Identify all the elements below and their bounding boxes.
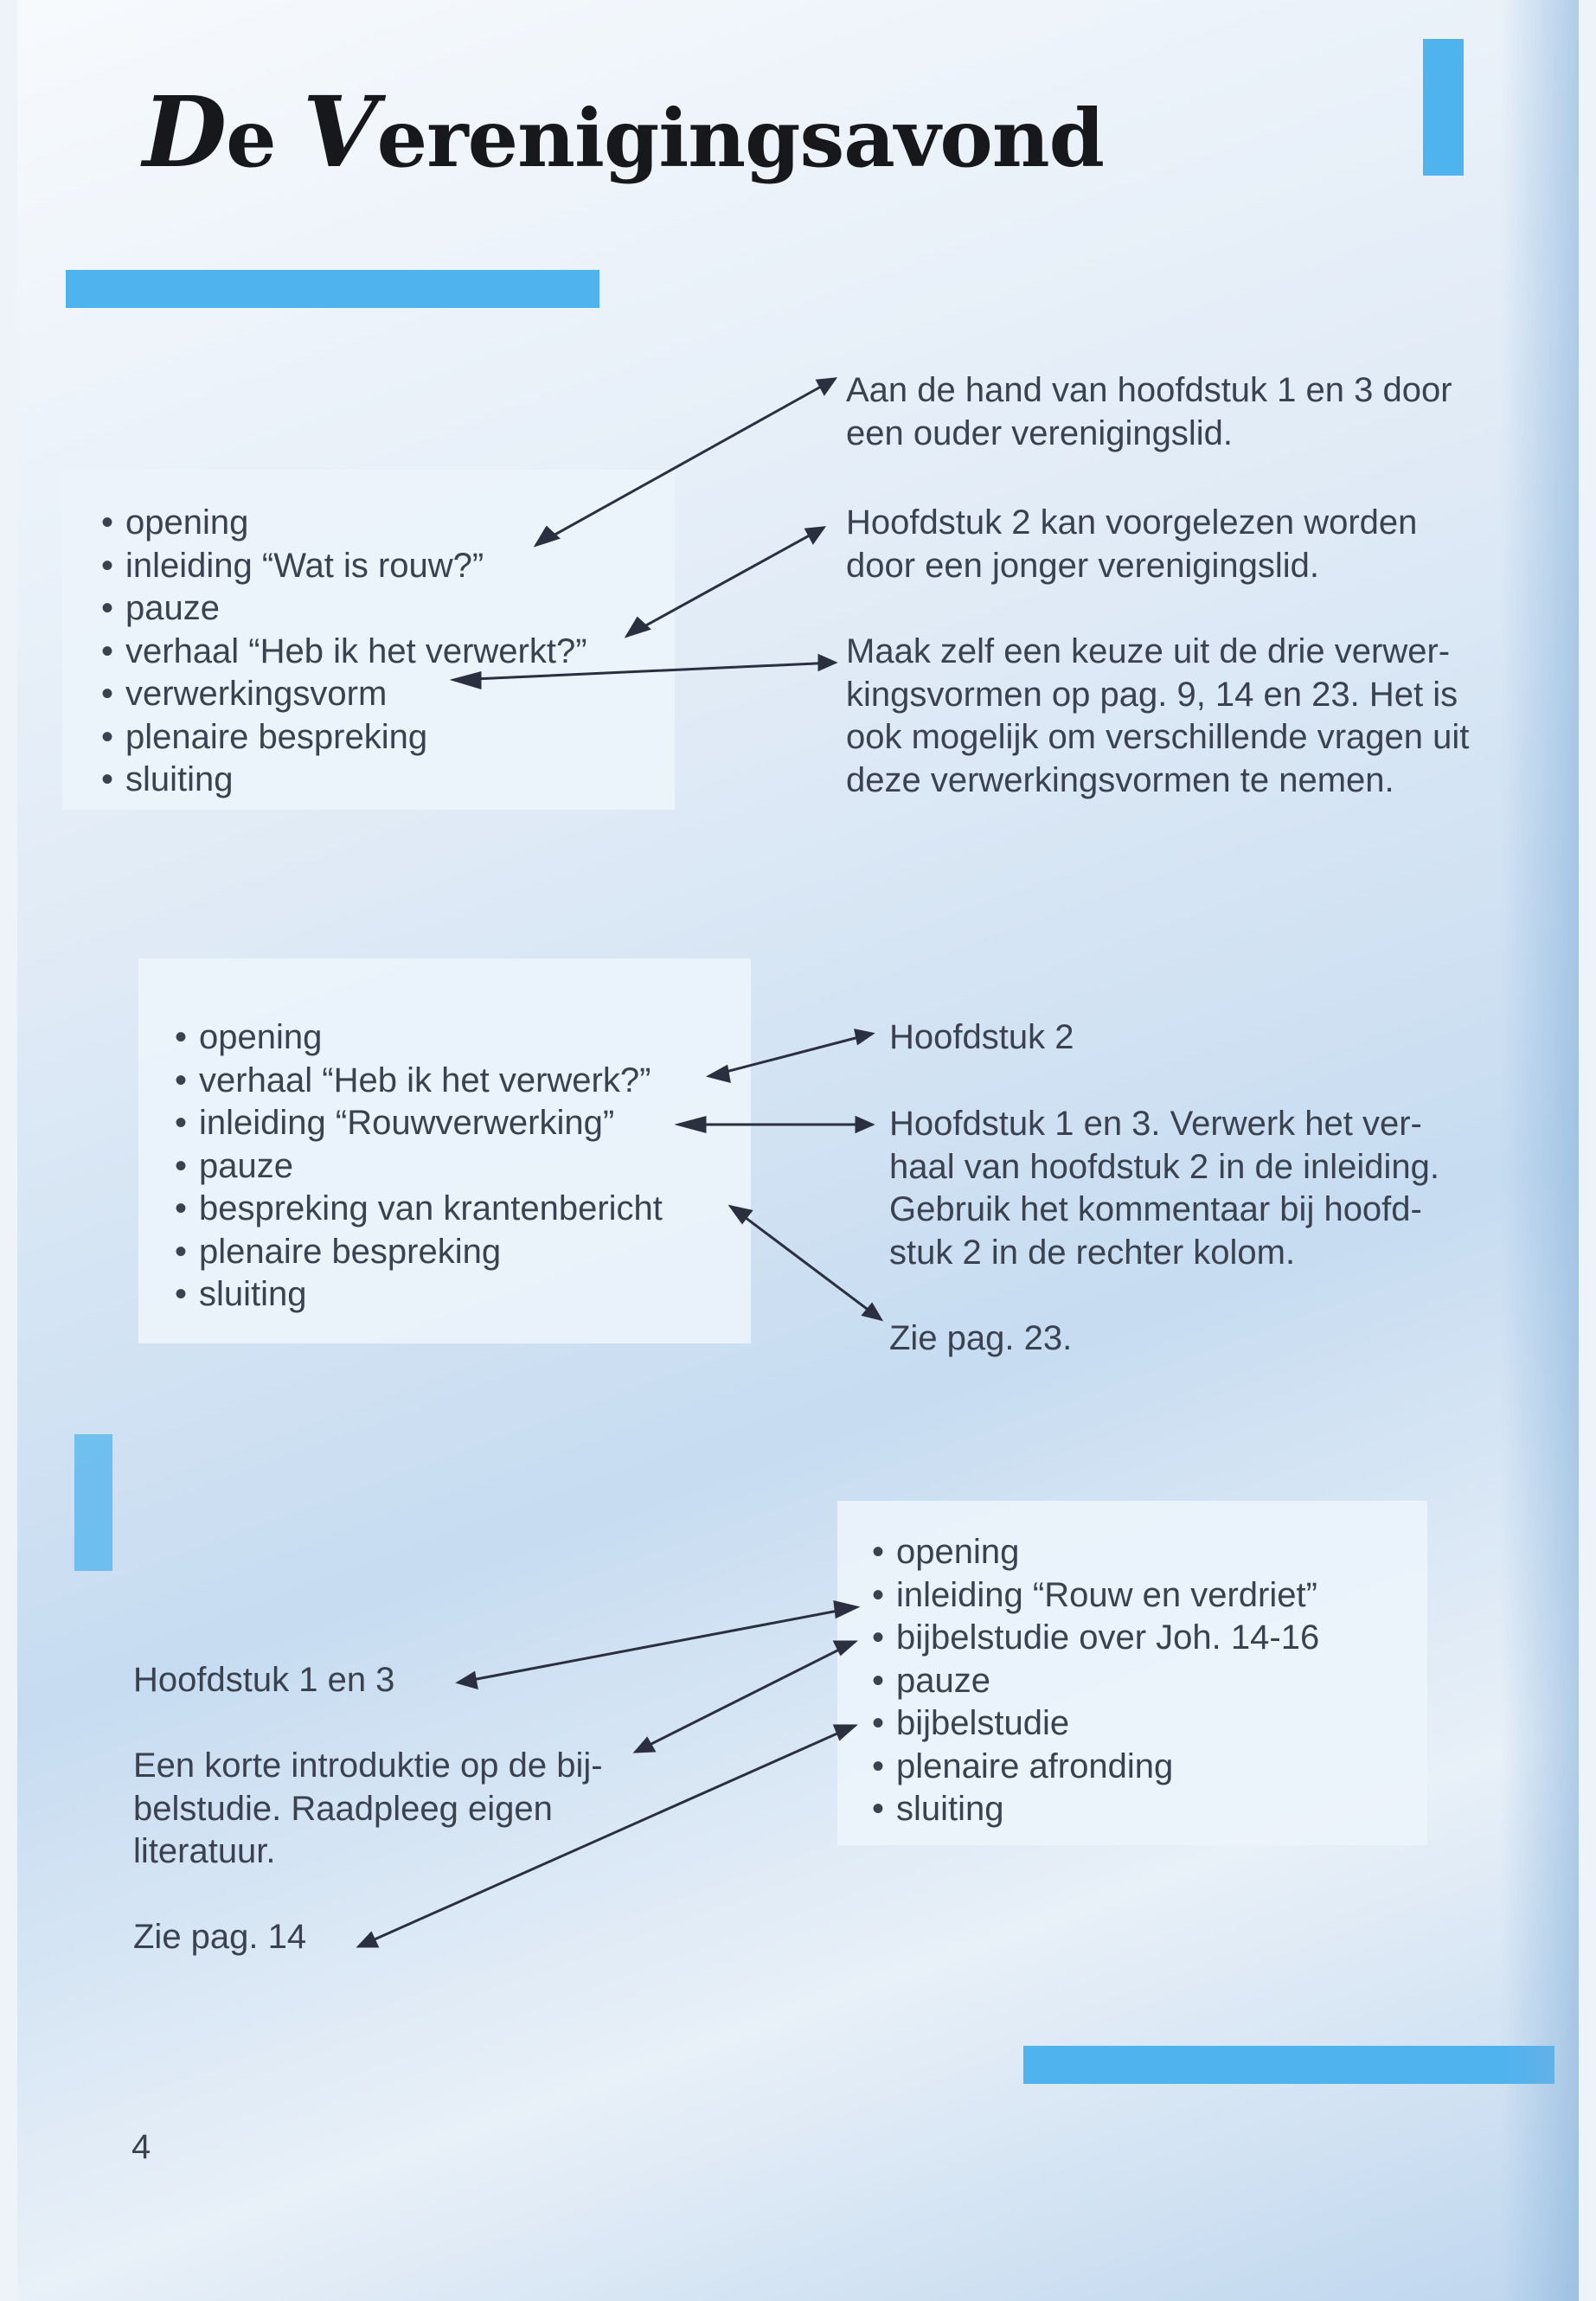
- bullet-icon: •: [175, 1104, 188, 1142]
- list-item-label: inleiding “Wat is rouw?”: [125, 546, 484, 585]
- annotation-line: literatuur.: [133, 1832, 276, 1870]
- annotation-line: ook mogelijk om verschillende vragen uit: [846, 718, 1470, 756]
- list-item-label: verhaal “Heb ik het verwerkt?”: [125, 631, 587, 670]
- bullet-icon: •: [101, 631, 114, 670]
- bullet-icon: •: [872, 1661, 885, 1700]
- list-item-label: plenaire bespreking: [125, 717, 428, 756]
- annotation-line: Hoofdstuk 2: [889, 1018, 1074, 1056]
- bullet-icon: •: [101, 717, 114, 756]
- bullet-icon: •: [101, 675, 114, 713]
- bullet-icon: •: [175, 1146, 188, 1185]
- bullet-icon: •: [872, 1575, 885, 1614]
- bullet-icon: •: [872, 1704, 885, 1742]
- annotation-line: Aan de hand van hoofdstuk 1 en 3 door: [846, 371, 1452, 409]
- annotation-line: Maak zelf een keuze uit de drie verwer-: [846, 632, 1451, 670]
- annotation-line: deze verwerkingsvormen te nemen.: [846, 760, 1394, 799]
- bullet-icon: •: [175, 1018, 188, 1056]
- list-item-label: opening: [125, 503, 249, 542]
- list-item-label: pauze: [199, 1146, 293, 1185]
- list-item-label: pauze: [125, 589, 220, 627]
- bullet-icon: •: [101, 589, 114, 627]
- annotation-line: Hoofdstuk 2 kan voorgelezen worden: [846, 503, 1418, 542]
- list-item-label: sluiting: [199, 1275, 307, 1313]
- page-number: 4: [131, 2128, 151, 2166]
- annotation-line: Hoofdstuk 1 en 3. Verwerk het ver-: [889, 1105, 1422, 1143]
- list-item-label: bijbelstudie: [896, 1704, 1070, 1742]
- bullet-icon: •: [175, 1189, 188, 1227]
- bullet-icon: •: [101, 760, 114, 798]
- list-item-label: inleiding “Rouwverwerking”: [199, 1104, 615, 1142]
- list-item-label: sluiting: [125, 760, 234, 798]
- annotation-line: stuk 2 in de rechter kolom.: [889, 1233, 1296, 1272]
- bullet-icon: •: [175, 1061, 188, 1099]
- annotation-line: belstudie. Raadpleeg eigen: [133, 1789, 553, 1828]
- title-initial-v: V: [302, 76, 377, 189]
- list-item-label: opening: [896, 1533, 1020, 1571]
- bullet-icon: •: [872, 1790, 885, 1828]
- list-item-label: bijbelstudie over Joh. 14-16: [896, 1618, 1320, 1657]
- bullet-icon: •: [101, 546, 114, 585]
- list-item-label: inleiding “Rouw en verdriet”: [896, 1575, 1317, 1614]
- bullet-icon: •: [872, 1533, 885, 1571]
- annotation-line: een ouder verenigingslid.: [846, 413, 1233, 452]
- title-part-2: erenigingsavond: [376, 92, 1104, 185]
- annotation-line: door een jonger verenigingslid.: [846, 546, 1320, 585]
- bullet-icon: •: [175, 1232, 188, 1271]
- list-item-label: verwerkingsvorm: [125, 675, 388, 713]
- title-initial-d: D: [143, 76, 227, 189]
- annotation-line: Zie pag. 23.: [889, 1319, 1073, 1357]
- annotation-line: Gebruik het kommentaar bij hoofd-: [889, 1190, 1422, 1228]
- connector-arrows: [17, 0, 1579, 2301]
- bullet-icon: •: [872, 1747, 885, 1785]
- page: [17, 0, 1579, 2301]
- annotation-line: Een korte introduktie op de bij-: [133, 1747, 603, 1785]
- annotation-line: Hoofdstuk 1 en 3: [133, 1661, 395, 1699]
- list-item-label: verhaal “Heb ik het verwerk?”: [199, 1061, 651, 1099]
- list-item-label: pauze: [896, 1661, 990, 1700]
- annotation-line: kingsvormen op pag. 9, 14 en 23. Het is: [846, 675, 1458, 714]
- list-item-label: opening: [199, 1018, 323, 1056]
- bullet-icon: •: [175, 1275, 188, 1313]
- list-item-label: bespreking van krantenbericht: [199, 1189, 663, 1227]
- title-part-1: e: [226, 92, 276, 185]
- bullet-icon: •: [872, 1618, 885, 1657]
- annotation-line: haal van hoofdstuk 2 in de inleiding.: [889, 1147, 1440, 1186]
- list-item-label: plenaire bespreking: [199, 1232, 502, 1271]
- list-item-label: plenaire afronding: [896, 1747, 1174, 1785]
- list-item-label: sluiting: [896, 1790, 1004, 1828]
- bullet-icon: •: [101, 503, 114, 542]
- annotation-line: Zie pag. 14: [133, 1918, 307, 1956]
